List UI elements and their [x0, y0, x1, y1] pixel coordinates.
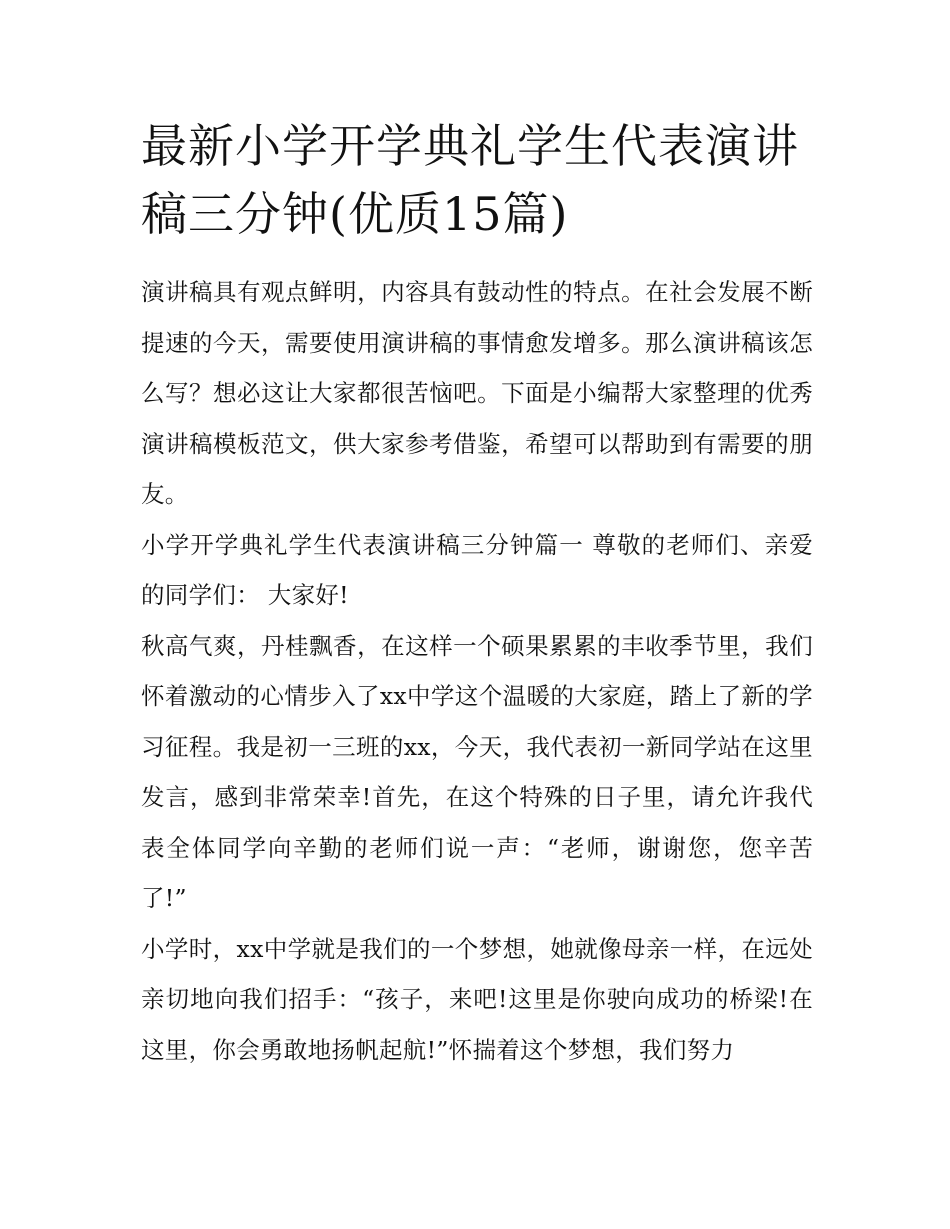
document-title: 最新小学开学典礼学生代表演讲稿三分钟(优质15篇): [141, 119, 799, 241]
body-paragraph: 秋高气爽，丹桂飘香，在这样一个硕果累累的丰收季节里，我们怀着激动的心情步入了xx中学这个温暖的大家庭，踏上了新的学习征程。我是初一三班的xx，今天，我代表初一新同学站在这里发言，感到非常荣幸!首先，在这个特殊的日子里，请允许我代表全体同学向辛勤的老师们说一声：“老师，谢谢您，您辛苦了!”: [141, 631, 813, 912]
intro-paragraph: 演讲稿具有观点鲜明，内容具有鼓动性的特点。在社会发展不断提速的今天，需要使用演讲稿的事情愈发增多。那么演讲稿该怎么写？想必这让大家都很苦恼吧。下面是小编帮大家整理的优秀演讲稿模板范文，供大家参考借鉴，希望可以帮助到有需要的朋友。: [141, 278, 813, 508]
greeting-paragraph: 小学开学典礼学生代表演讲稿三分钟篇一 尊敬的老师们、亲爱的同学们： 大家好!: [141, 530, 813, 609]
document-body: [141, 112, 813, 1075]
body-paragraph: 小学时，xx中学就是我们的一个梦想，她就像母亲一样，在远处亲切地向我们招手：“孩子，来吧!这里是你驶向成功的桥梁!在这里，你会勇敢地扬帆起航!”怀揣着这个梦想，我们努力: [141, 934, 813, 1064]
